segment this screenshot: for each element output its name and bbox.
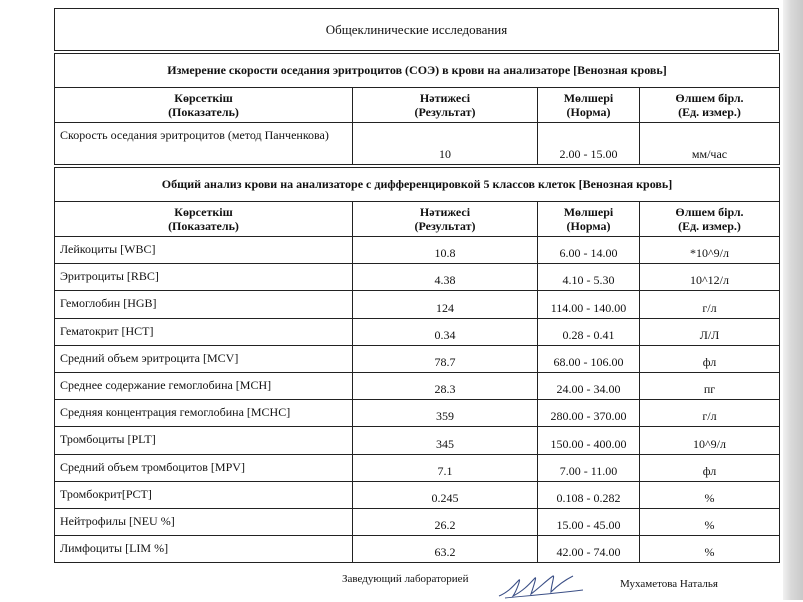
row-name: Гемоглобин [HGB] xyxy=(55,291,353,318)
header-norm-kz: Мөлшері xyxy=(563,205,614,219)
row-result: 10.8 xyxy=(353,237,538,264)
signature-icon xyxy=(495,570,590,602)
row-result: 10 xyxy=(353,123,538,165)
header-result-kz: Нәтижесі xyxy=(419,91,471,105)
cbc-table xyxy=(54,167,780,563)
header-result xyxy=(353,88,538,123)
row-unit: мм/час xyxy=(640,123,780,165)
table-row xyxy=(55,481,780,508)
row-name: Эритроциты [RBC] xyxy=(55,264,353,291)
table-row xyxy=(55,123,780,165)
esr-header-row xyxy=(55,88,780,123)
main-title-box xyxy=(54,8,779,51)
cbc-header-row xyxy=(55,202,780,237)
row-result: 359 xyxy=(353,400,538,427)
row-result: 0.245 xyxy=(353,481,538,508)
row-name: Средняя концентрация гемоглобина [MCHC] xyxy=(55,400,353,427)
row-unit: Л/Л xyxy=(640,318,780,345)
row-norm: 15.00 - 45.00 xyxy=(538,508,640,535)
row-unit: % xyxy=(640,481,780,508)
header-unit-ru: (Ед. измер.) xyxy=(678,219,741,233)
row-norm: 68.00 - 106.00 xyxy=(538,345,640,372)
header-indicator-kz: Көрсеткіш xyxy=(174,205,233,219)
header-indicator xyxy=(55,88,353,123)
row-norm: 114.00 - 140.00 xyxy=(538,291,640,318)
row-norm: 6.00 - 14.00 xyxy=(538,237,640,264)
header-unit xyxy=(640,202,780,237)
row-norm: 7.00 - 11.00 xyxy=(538,454,640,481)
table-row xyxy=(55,372,780,399)
table-row xyxy=(55,400,780,427)
row-unit: *10^9/л xyxy=(640,237,780,264)
header-indicator-ru: (Показатель) xyxy=(168,219,239,233)
header-result-kz: Нәтижесі xyxy=(419,205,471,219)
table-row xyxy=(55,427,780,454)
header-unit-kz: Өлшем бірл. xyxy=(675,91,744,105)
row-result: 7.1 xyxy=(353,454,538,481)
table-row xyxy=(55,291,780,318)
table-row xyxy=(55,318,780,345)
header-unit-ru: (Ед. измер.) xyxy=(678,105,741,119)
row-unit: 10^12/л xyxy=(640,264,780,291)
row-name: Гематокрит [HCT] xyxy=(55,318,353,345)
row-result: 26.2 xyxy=(353,508,538,535)
header-result-ru: (Результат) xyxy=(414,105,476,119)
row-name: Лимфоциты [LIM %] xyxy=(55,536,353,563)
row-unit: % xyxy=(640,536,780,563)
cbc-section-title-row xyxy=(55,168,780,202)
row-unit: пг xyxy=(640,372,780,399)
row-unit: % xyxy=(640,508,780,535)
row-norm: 24.00 - 34.00 xyxy=(538,372,640,399)
main-title: Общеклинические исследования xyxy=(325,21,508,37)
row-result: 63.2 xyxy=(353,536,538,563)
row-norm: 280.00 - 370.00 xyxy=(538,400,640,427)
row-norm: 0.28 - 0.41 xyxy=(538,318,640,345)
row-name: Нейтрофилы [NEU %] xyxy=(55,508,353,535)
row-result: 78.7 xyxy=(353,345,538,372)
header-unit-kz: Өлшем бірл. xyxy=(675,205,744,219)
row-name: Средний объем эритроцита [MCV] xyxy=(55,345,353,372)
head-of-lab-name: Мухаметова Наталья xyxy=(620,578,718,590)
row-unit: 10^9/л xyxy=(640,427,780,454)
table-row xyxy=(55,536,780,563)
row-norm: 4.10 - 5.30 xyxy=(538,264,640,291)
page-edge xyxy=(783,0,803,600)
header-indicator-ru: (Показатель) xyxy=(168,105,239,119)
header-indicator-kz: Көрсеткіш xyxy=(174,91,233,105)
esr-section-title-row xyxy=(55,54,780,88)
esr-table xyxy=(54,53,780,165)
table-row xyxy=(55,454,780,481)
header-norm xyxy=(538,202,640,237)
row-unit: фл xyxy=(640,454,780,481)
header-norm xyxy=(538,88,640,123)
header-result-ru: (Результат) xyxy=(414,219,476,233)
cbc-section-title: Общий анализ крови на анализаторе с дифференцировкой 5 классов клеток [Венозная кровь] xyxy=(55,168,780,202)
lab-report xyxy=(54,8,779,563)
esr-section-title: Измерение скорости оседания эритроцитов (СОЭ) в крови на анализаторе [Венозная кровь] xyxy=(55,54,780,88)
row-name: Тромбокрит[PCT] xyxy=(55,481,353,508)
header-norm-ru: (Норма) xyxy=(566,219,611,233)
row-norm: 150.00 - 400.00 xyxy=(538,427,640,454)
row-norm: 2.00 - 15.00 xyxy=(538,123,640,165)
signature-footer xyxy=(0,570,783,600)
header-norm-kz: Мөлшері xyxy=(563,91,614,105)
row-result: 0.34 xyxy=(353,318,538,345)
table-row xyxy=(55,264,780,291)
row-norm: 0.108 - 0.282 xyxy=(538,481,640,508)
row-result: 4.38 xyxy=(353,264,538,291)
table-row xyxy=(55,508,780,535)
row-norm: 42.00 - 74.00 xyxy=(538,536,640,563)
table-row xyxy=(55,345,780,372)
row-name: Среднее содержание гемоглобина [MCH] xyxy=(55,372,353,399)
header-indicator xyxy=(55,202,353,237)
header-norm-ru: (Норма) xyxy=(566,105,611,119)
row-name: Тромбоциты [PLT] xyxy=(55,427,353,454)
head-of-lab-label: Заведующий лабораторией xyxy=(342,573,469,585)
row-name: Скорость оседания эритроцитов (метод Панченкова) xyxy=(55,123,353,165)
row-result: 28.3 xyxy=(353,372,538,399)
header-unit xyxy=(640,88,780,123)
table-row xyxy=(55,237,780,264)
row-name: Лейкоциты [WBC] xyxy=(55,237,353,264)
row-unit: фл xyxy=(640,345,780,372)
row-unit: г/л xyxy=(640,400,780,427)
row-result: 345 xyxy=(353,427,538,454)
header-result xyxy=(353,202,538,237)
row-result: 124 xyxy=(353,291,538,318)
row-name: Средний объем тромбоцитов [MPV] xyxy=(55,454,353,481)
row-unit: г/л xyxy=(640,291,780,318)
